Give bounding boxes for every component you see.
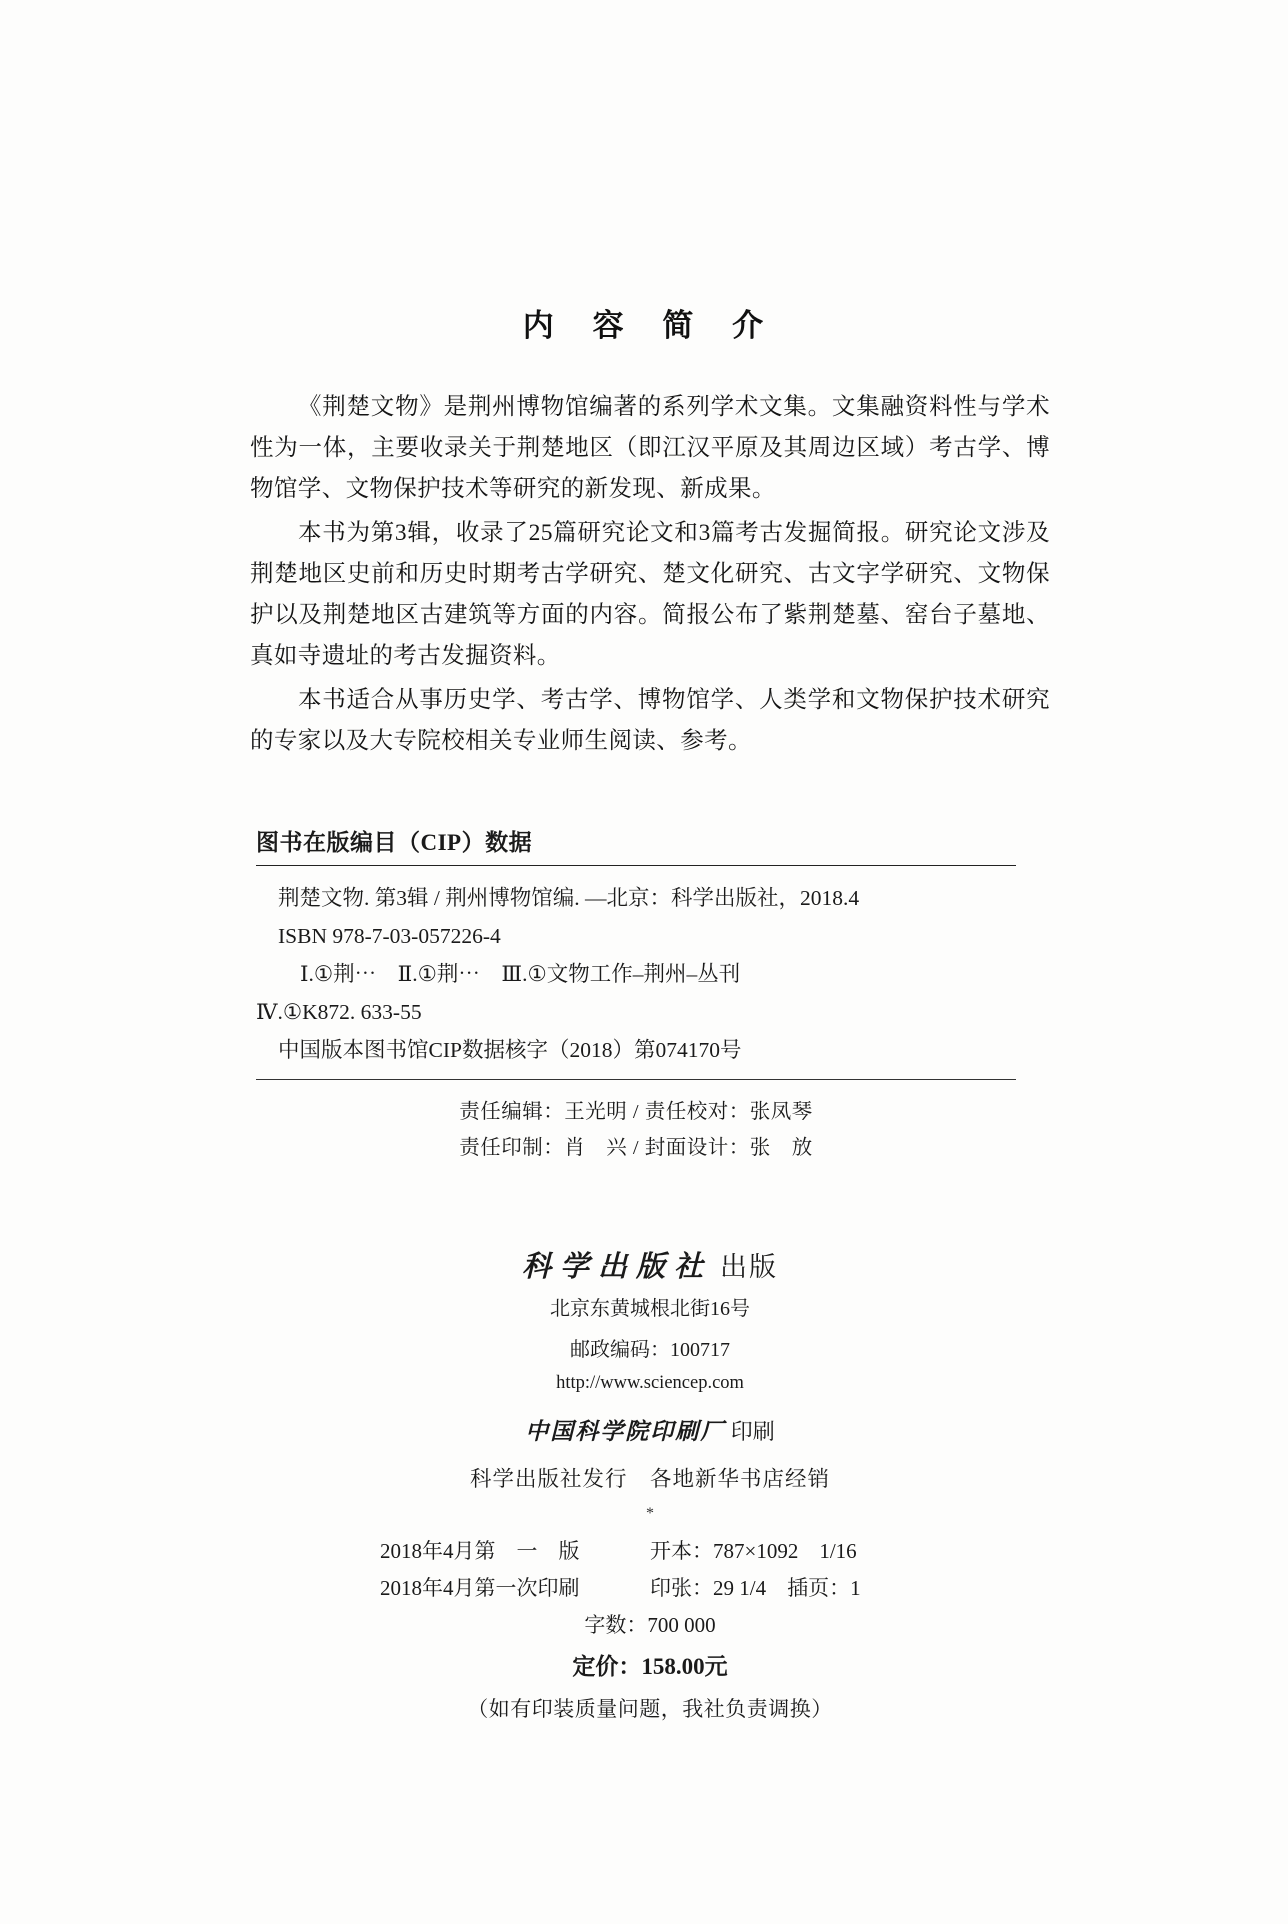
cip-line: Ⅰ.①荆⋯ Ⅱ.①荆⋯ Ⅲ.①文物工作–荆州–丛刊 [300, 962, 741, 986]
credit-line: 责任印制：肖 兴 / 封面设计：张 放 [459, 1137, 813, 1159]
cip-heading: 图书在版编目（CIP）数据 [256, 830, 533, 855]
abstract-paragraph: 本书适合从事历史学、考古学、博物馆学、人类学和文物保护技术研究的专家以及大专院校相关专业师生阅读、参考。 [250, 687, 1050, 754]
publisher-name-suffix: 出版 [720, 1252, 778, 1282]
imprint-format: 开本：787×1092 1/16 [650, 1539, 857, 1563]
credits-block [256, 1080, 1016, 1174]
publisher-block [250, 1244, 1050, 1523]
imprint-note: （如有印装质量问题，我社负责调换） [467, 1697, 833, 1721]
publisher-line [250, 1244, 1050, 1285]
page-title: 内 容 简 介 [522, 308, 778, 344]
cip-line: 荆楚文物. 第3辑 / 荆州博物馆编. —北京：科学出版社，2018.4 [278, 886, 860, 910]
abstract-section [250, 387, 1050, 762]
imprint-price: 定价：158.00元 [572, 1654, 728, 1679]
imprint-printing: 2018年4月第一次印刷 [380, 1576, 580, 1600]
abstract-paragraph: 《荆楚文物》是荆州博物馆编著的系列学术文集。文集融资料性与学术性为一体，主要收录关于荆楚地区（即江汉平原及其周边区域）考古学、博物馆学、文物保护技术等研究的新发现、新成果。 [250, 394, 1050, 502]
cip-block [256, 824, 1016, 1174]
imprint-block [250, 1533, 1050, 1728]
cip-line: 中国版本图书馆CIP数据核字（2018）第074170号 [278, 1038, 742, 1062]
star-separator: * [646, 1505, 654, 1522]
distribution-line: 科学出版社发行 各地新华书店经销 [469, 1467, 830, 1491]
credit-line: 责任编辑：王光明 / 责任校对：张凤琴 [459, 1101, 813, 1123]
cip-line: Ⅳ.①K872. 633-55 [256, 1000, 422, 1024]
publisher-name: 科学出版社 [521, 1249, 712, 1283]
abstract-paragraph: 本书为第3辑，收录了25篇研究论文和3篇考古发掘简报。研究论文涉及荆楚地区史前和历史时期考古学研究、楚文化研究、古文字学研究、文物保护以及荆楚地区古建筑等方面的内容。简报公布了紫荆楚墓、窑台子墓地、真如寺遗址的考古发掘资料。 [250, 520, 1050, 669]
imprint-wordcount: 字数：700 000 [584, 1613, 716, 1637]
cip-body [256, 866, 1016, 1079]
publisher-address: 北京东黄城根北街16号 [550, 1298, 750, 1320]
printer-suffix: 印刷 [730, 1419, 775, 1444]
printer-name: 中国科学院印刷厂 [525, 1418, 726, 1445]
publisher-url: http://www.sciencep.com [556, 1373, 744, 1393]
page-content [250, 0, 1050, 1728]
printer-line [250, 1413, 1050, 1446]
publisher-postcode: 邮政编码：100717 [570, 1339, 730, 1361]
cip-line: ISBN 978-7-03-057226-4 [278, 924, 501, 948]
imprint-edition: 2018年4月第 一 版 [380, 1539, 580, 1563]
imprint-row [250, 1570, 1050, 1607]
imprint-row [250, 1533, 1050, 1570]
imprint-sheets: 印张：29 1/4 插页：1 [650, 1576, 861, 1600]
